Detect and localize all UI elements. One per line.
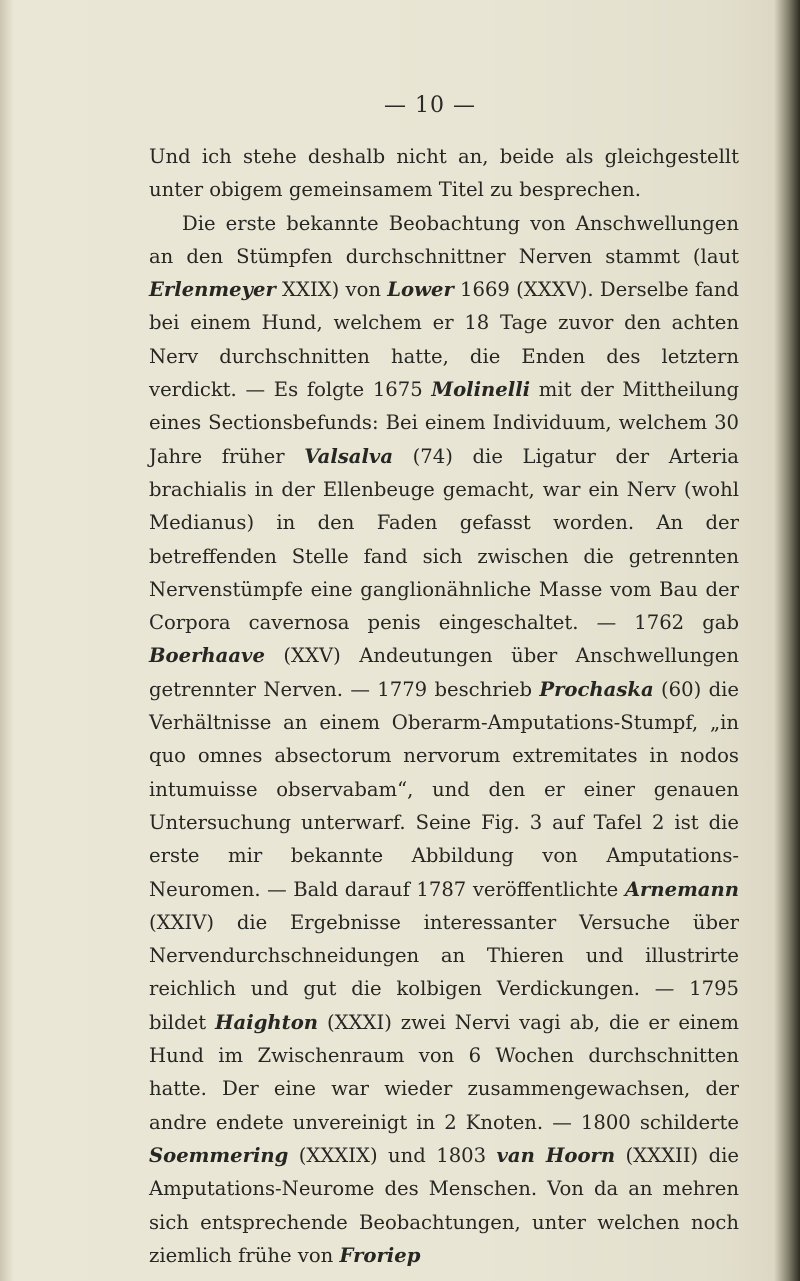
book-spine-shadow xyxy=(774,0,800,1281)
author-name: Prochaska xyxy=(539,677,654,701)
author-name: Erlenmeyer xyxy=(149,278,276,302)
text-run: (XXXI) zwei Nervi vagi ab, die er einem Hund im Zwischenraum von 6 Wochen durchschnitten hatte. Der eine war wieder zusammengewachsen, der andre endete unvereinigt in 2 Knoten. — 1800 schilderte xyxy=(149,1010,739,1134)
author-name: Arnemann xyxy=(624,877,739,901)
paragraph xyxy=(149,140,739,207)
author-name: Soemmering xyxy=(149,1143,289,1167)
author-name: Molinelli xyxy=(431,378,531,402)
author-name: Valsalva xyxy=(304,444,394,468)
author-name: Boerhaave xyxy=(149,644,265,668)
body-text xyxy=(149,140,739,1272)
text-run: (XXV) Andeutungen über Anschwellungen getrennter Nerven. — 1779 beschrieb xyxy=(149,644,739,701)
page-number: — 10 — xyxy=(384,93,476,118)
text-run: XXIX) von xyxy=(275,278,388,302)
text-run: (74) die Ligatur der Arteria brachialis in der Ellenbeuge gemacht, war ein Nerv (wohl Medianus) in den Faden gefasst worden. An der betreffenden Stelle fand sich zwischen die getrennten Nervenstümpfe eine ganglionähnliche Masse vom Bau der Corpora cavernosa penis eingeschaltet. — 1762 gab xyxy=(149,444,739,635)
text-run: (60) die Verhältnisse an einem Oberarm-Amputations-Stumpf, „in quo omnes absectorum nervorum extremitates in nodos intumuisse observabam“, und den er einer genauen Untersuchung unterwarf. Seine Fig. 3 auf Tafel 2 ist die erste mir bekannte Abbildung von Amputations-Neuromen. — Bald darauf 1787 veröffentlichte xyxy=(149,677,739,901)
author-name: Froriep xyxy=(339,1243,421,1267)
text-run: Und ich stehe deshalb nicht an, beide als gleichgestellt unter obigem gemeinsamem Titel zu besprechen. xyxy=(149,145,739,202)
author-name: Haighton xyxy=(215,1010,319,1034)
text-run: mit der Mittheilung eines Sectionsbefunds: Bei einem Individuum, welchem 30 Jahre früher xyxy=(149,378,740,468)
author-name: Lower xyxy=(387,278,454,302)
text-run: (XXXIX) und 1803 xyxy=(288,1143,497,1167)
page-left-edge xyxy=(0,0,14,1281)
author-name: van Hoorn xyxy=(496,1143,616,1167)
text-run: (XXXII) die Amputations-Neurome des Menschen. Von da an mehren sich entsprechende Beobachtungen, unter welchen noch ziemlich frühe von xyxy=(149,1143,739,1267)
text-run: 1669 (XXXV). Derselbe fand bei einem Hund, welchem er 18 Tage zuvor den achten Nerv durchschnitten hatte, die Enden des letztern verdickt. — Es folgte 1675 xyxy=(149,278,739,402)
text-run: Die erste bekannte Beobachtung von Anschwellungen an den Stümpfen durchschnittner Nerven stammt (laut xyxy=(149,211,739,268)
text-run: (XXIV) die Ergebnisse interessanter Versuche über Nervendurchschneidungen an Thieren und illustrirte reichlich und gut die kolbigen Verdickungen. — 1795 bildet xyxy=(149,910,739,1034)
paragraph xyxy=(149,207,739,1273)
